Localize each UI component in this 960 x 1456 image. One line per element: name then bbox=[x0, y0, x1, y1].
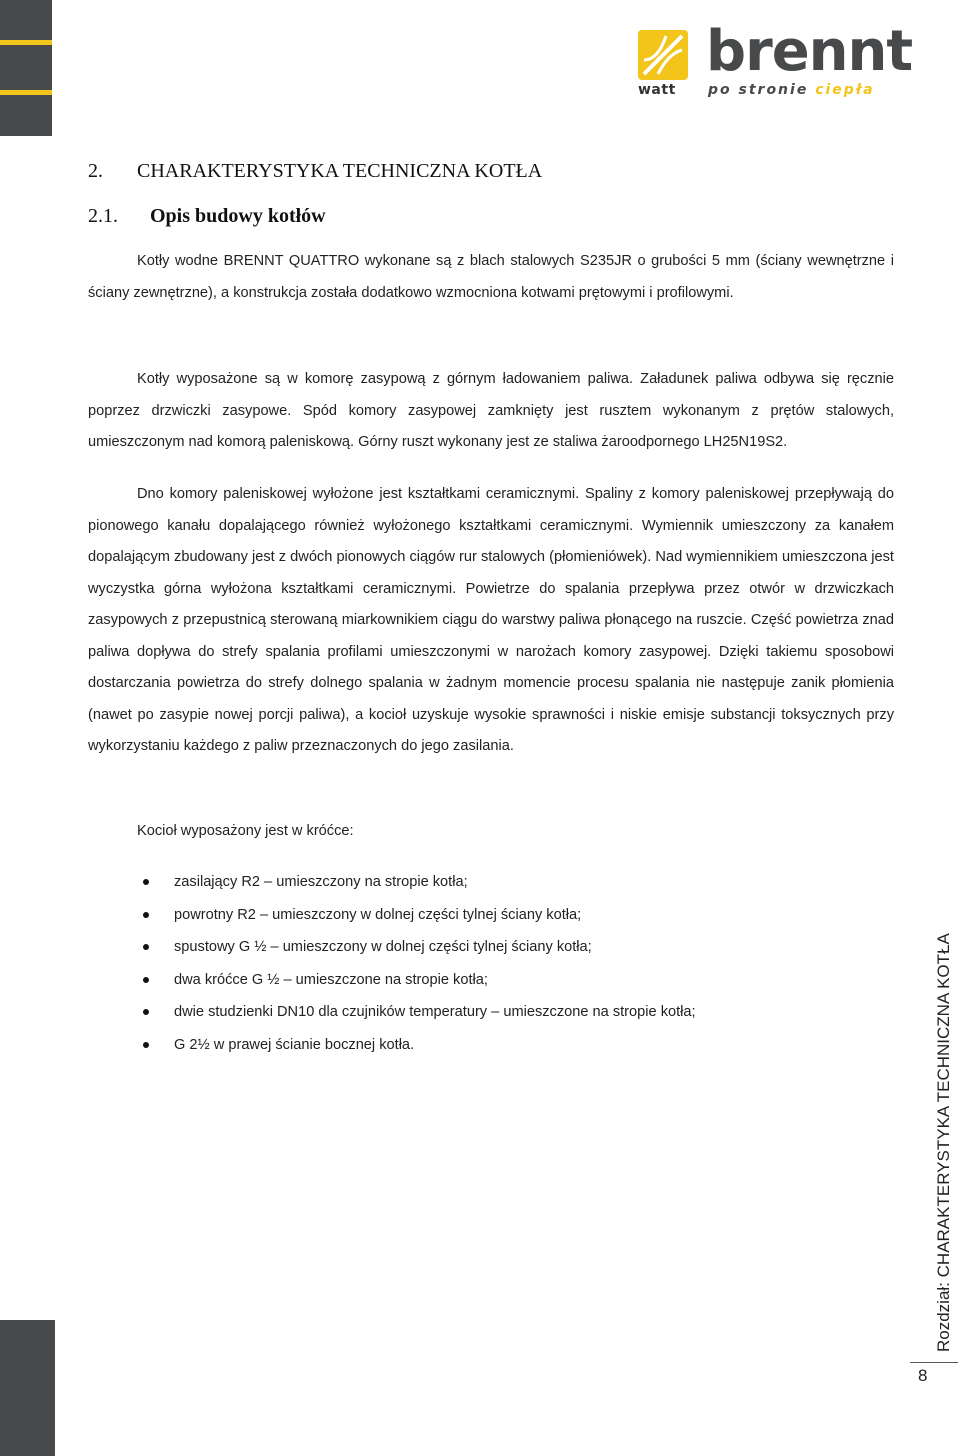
section-title: CHARAKTERYSTYKA TECHNICZNA KOTŁA bbox=[137, 160, 543, 182]
paragraph-loading: Kotły wyposażone są w komorę zasypową z górnym ładowaniem paliwa. Załadunek paliwa odbywa się ręcznie poprzez drzwiczki zasypowe. Spód komory zasypowej zamknięty jest rusztem wykonanym z prętów stalowych, umieszczonym nad komorą paleniskową. Górny ruszt wykonany jest ze staliwa żaroodpornego LH25N19S2. bbox=[88, 371, 894, 450]
list-item: dwa króćce G ½ – umieszczone na stropie kotła; bbox=[88, 964, 894, 997]
list-item: zasilający R2 – umieszczony na stropie kotła; bbox=[88, 866, 894, 899]
paragraph-combustion: Dno komory paleniskowej wyłożone jest kształtkami ceramicznymi. Spaliny z komory paleniskowej przepływają do pionowego kanału dopalającego również wyłożonego kształtkami ceramicznymi. Wymiennik umieszczony za kanałem dopalającym zbudowany jest z dwóch pionowych ciągów rur stalowych (płomieniówek). Nad wymiennikiem umieszczona jest wyczystka górna wyłożona kształtkami ceramicznymi. Powietrze do spalania przepływa przez otwór w drzwiczkach zasypowych z przepustnicą sterowaną miarkownikiem ciągu do warstwy paliwa płonącego na ruszcie. Część powietrza znad paliwa dopływa do strefy spalania profilami umieszczonymi w narożach komory zasypowej. Dzięki takiemu sposobowi dostarczania powietrza do strefy dolnego spalania w żadnym momencie procesu spalania nie następuje zanik płomienia (nawet po zasypie nowej porcji paliwa), a kocioł uzyskuje wysokie sprawności i niskie emisje substancji toksycznych przy wykorzystaniu każdego z paliw przeznaczonych do jego zasilania. bbox=[88, 486, 894, 754]
logo-tagline bbox=[708, 82, 875, 98]
logo-mark-icon bbox=[638, 30, 688, 80]
subsection-heading bbox=[88, 205, 326, 228]
section-heading bbox=[88, 160, 542, 183]
section-number: 2. bbox=[88, 160, 103, 182]
brennt-logo bbox=[636, 19, 916, 106]
paragraph-construction: Kotły wodne BRENNT QUATTRO wykonane są z blach stalowych S235JR o grubości 5 mm (ściany wewnętrzne i ściany zewnętrzne), a konstrukcja została dodatkowo wzmocniona kotwami prętowymi i profilowymi. bbox=[88, 253, 894, 301]
list-item: spustowy G ½ – umieszczony w dolnej części tylnej ściany kotła; bbox=[88, 931, 894, 964]
logo-watt-text: watt bbox=[638, 82, 676, 98]
decorative-bottom-bar bbox=[0, 1320, 55, 1456]
bar-stripe bbox=[0, 90, 52, 95]
connectors-list bbox=[88, 866, 894, 1062]
list-item: G 2½ w prawej ścianie bocznej kotła. bbox=[88, 1029, 894, 1062]
list-item: dwie studzienki DN10 dla czujników temperatury – umieszczone na stropie kotła; bbox=[88, 996, 894, 1029]
tagline-yellow: ciepła bbox=[815, 82, 875, 98]
logo-brand-text: brennt bbox=[706, 19, 913, 84]
page-number: 8 bbox=[918, 1366, 928, 1385]
paragraph-connectors-intro: Kocioł wyposażony jest w króćce: bbox=[137, 823, 354, 839]
subsection-number: 2.1. bbox=[88, 205, 118, 227]
bar-stripe bbox=[0, 40, 52, 45]
list-item: powrotny R2 – umieszczony w dolnej części tylnej ściany kotła; bbox=[88, 899, 894, 932]
chapter-side-label: Rozdział: CHARAKTERYSTYKA TECHNICZNA KOTŁA bbox=[934, 933, 953, 1352]
subsection-title: Opis budowy kotłów bbox=[150, 205, 326, 227]
side-divider bbox=[910, 1362, 958, 1363]
tagline-dark: po stronie bbox=[708, 82, 809, 98]
decorative-top-bar bbox=[0, 0, 52, 136]
